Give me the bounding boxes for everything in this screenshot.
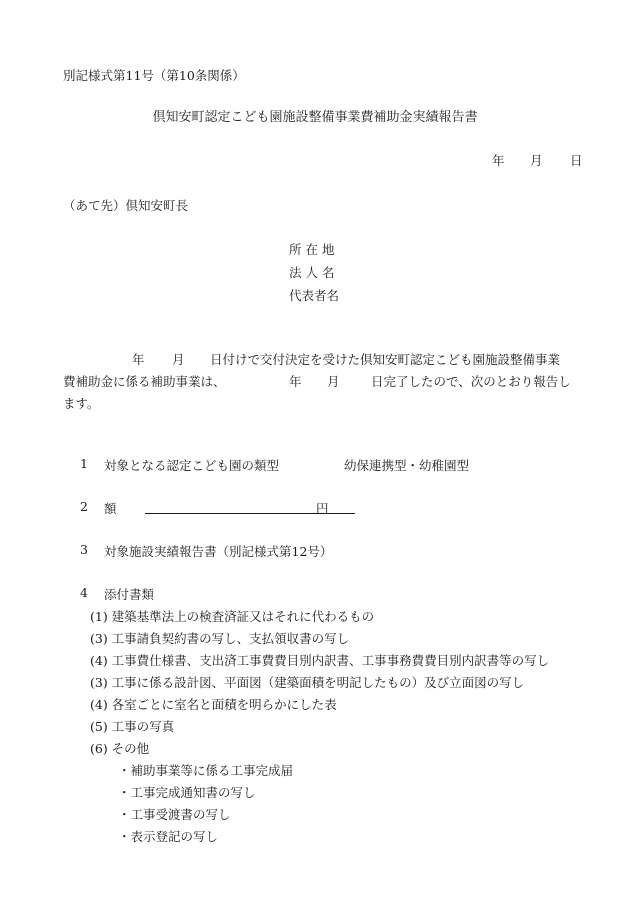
other-attachment-item: ・工事受渡書の写し: [118, 807, 231, 822]
applicant-representative-label: 代表者名: [289, 288, 340, 303]
item-3-label: 対象施設実績報告書（別記様式第12号）: [104, 544, 333, 559]
body-line2-year: 年: [289, 374, 302, 389]
attachment-item: (5) 工事の写真: [90, 719, 175, 734]
attachment-item: (6) その他: [90, 741, 150, 756]
attachment-item: (3) 工事に係る設計図、平面図（建築面積を明記したもの）及び立面図の写し: [90, 675, 525, 690]
attachment-item: (4) 各室ごとに室名と面積を明らかにした表: [90, 697, 337, 712]
other-attachment-item: ・工事完成通知書の写し: [118, 785, 256, 800]
body-year: 年: [132, 352, 145, 367]
other-attachment-item: ・補助事業等に係る工事完成届: [118, 763, 294, 778]
item-2-label: 額: [104, 501, 117, 516]
item-1-number: 1: [80, 456, 88, 471]
date-month: 月: [530, 153, 543, 168]
item-2-number: 2: [80, 499, 88, 514]
form-number: 別記様式第11号（第10条関係）: [63, 68, 245, 83]
applicant-corp-name-label: 法 人 名: [289, 265, 335, 280]
attachment-item: (4) 工事費仕様書、支出済工事費費目別内訳書、工事事務費費目別内訳書等の写し: [90, 653, 550, 668]
document-title: 倶知安町認定こども園施設整備事業費補助金実績報告書: [152, 110, 478, 125]
attachment-item: (3) 工事請負契約書の写し、支払領収書の写し: [90, 631, 350, 646]
item-4-label: 添付書類: [104, 587, 155, 602]
other-attachment-item: ・表示登記の写し: [118, 829, 219, 844]
item-3-number: 3: [80, 542, 88, 557]
body-line1: 日付けで交付決定を受けた倶知安町認定こども園施設整備事業: [210, 352, 561, 367]
attachment-item: (1) 建築基準法上の検査済証又はそれに代わるもの: [90, 609, 375, 624]
item-1-label: 対象となる認定こども園の類型: [104, 458, 280, 473]
body-line3: ます。: [63, 396, 100, 411]
item-1-value: 幼保連携型・幼稚園型: [344, 458, 470, 473]
addressee: （あて先）倶知安町長: [63, 198, 189, 213]
body-line2-start: 費補助金に係る補助事業は、: [63, 374, 226, 389]
date-year: 年: [492, 153, 505, 168]
item-4-number: 4: [80, 585, 88, 600]
applicant-address-label: 所 在 地: [289, 242, 335, 257]
item-2-unit: 円: [316, 501, 329, 516]
date-day: 日: [570, 153, 583, 168]
body-line2-month: 月: [327, 374, 340, 389]
body-line2-rest: 日完了したので、次のとおり報告し: [371, 374, 571, 389]
body-month: 月: [172, 352, 185, 367]
